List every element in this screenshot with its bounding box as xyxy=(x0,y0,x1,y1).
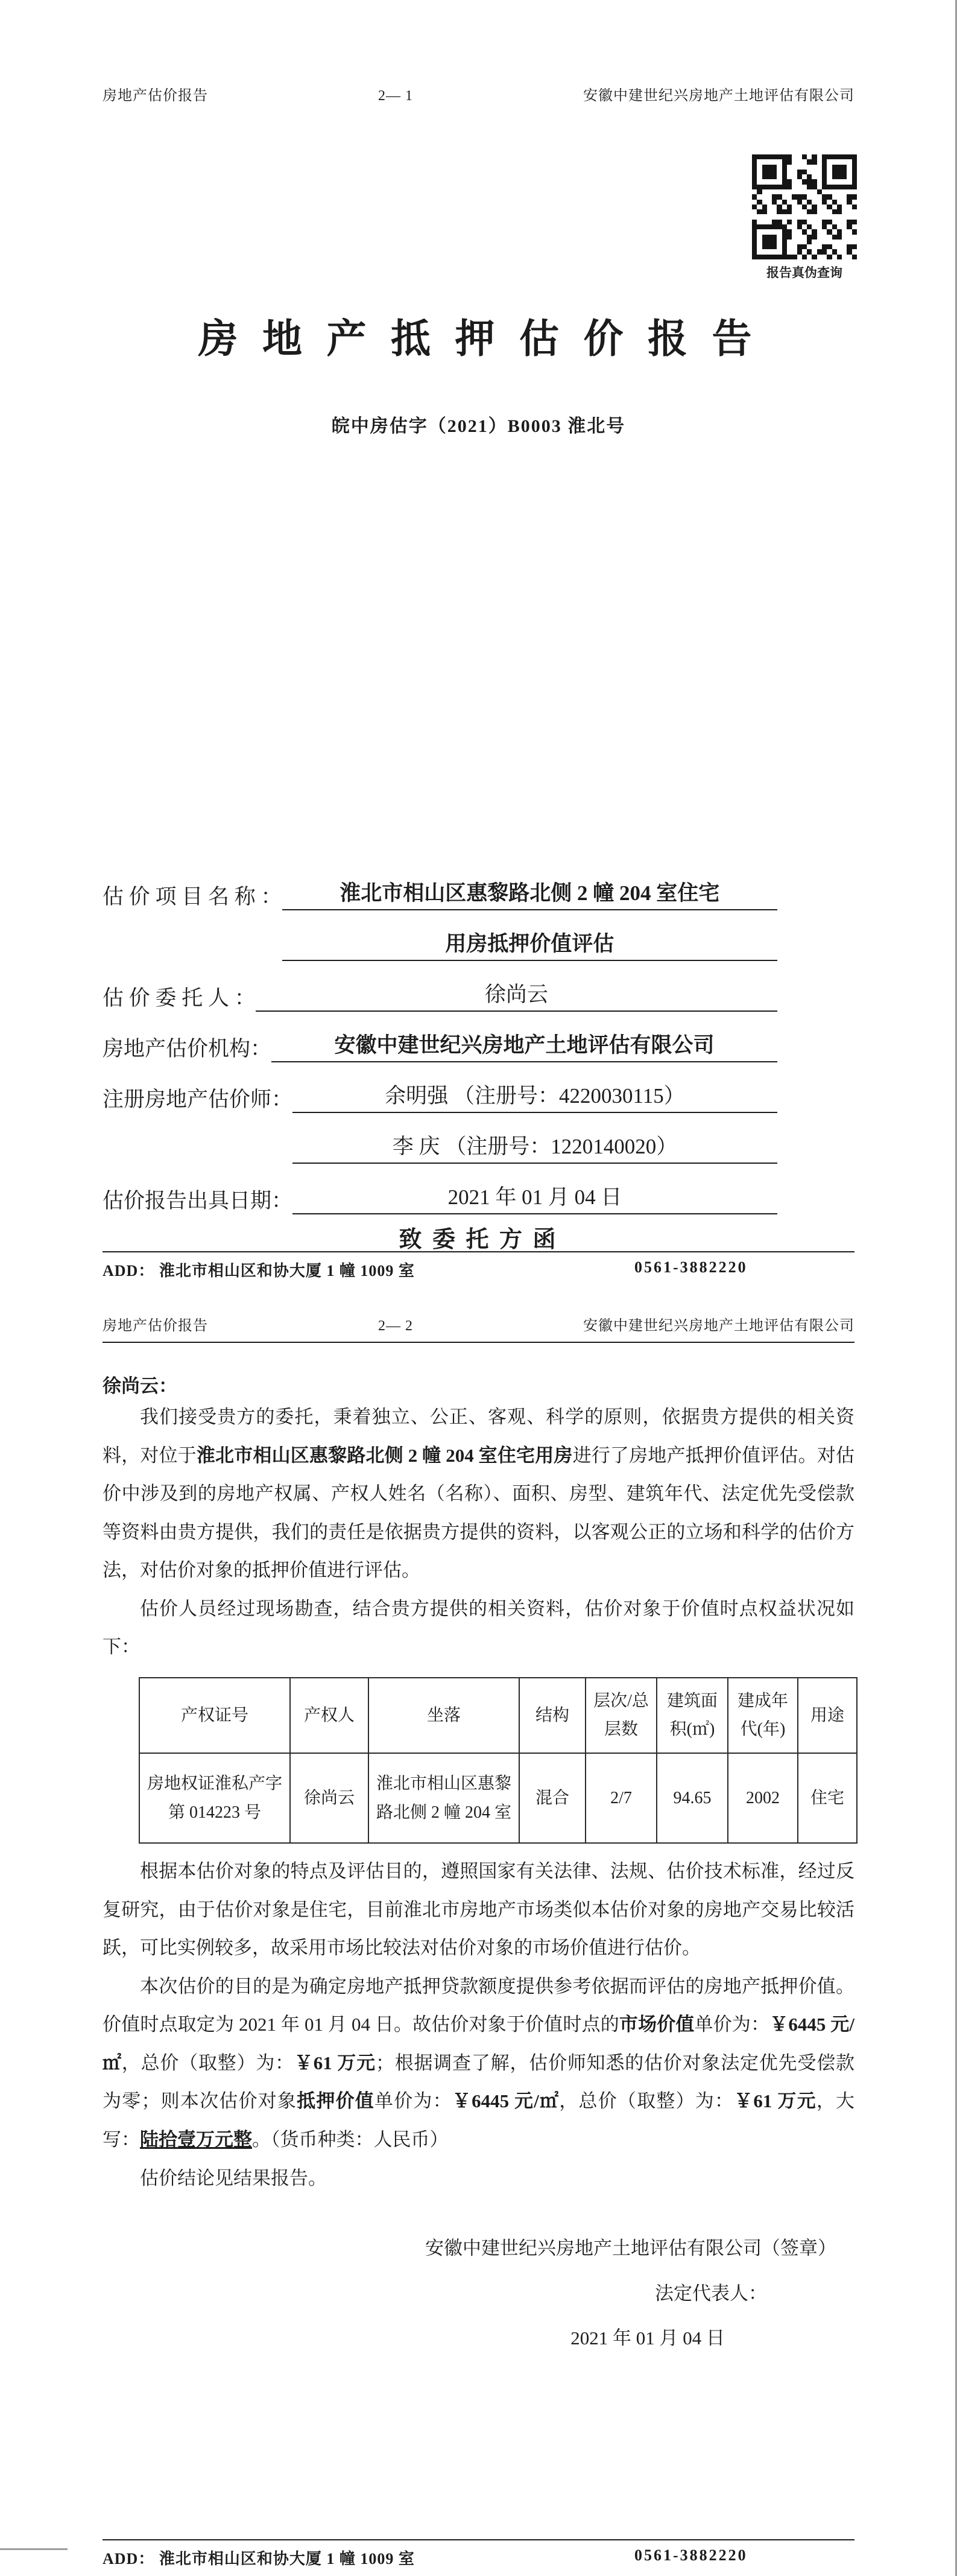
report-title: 房 地 产 抵 押 估 价 报 告 xyxy=(198,317,759,361)
form-row-appraiser-1 xyxy=(103,1062,777,1113)
project-name-value-line2: 用房抵押价值评估 xyxy=(282,927,777,961)
appraiser-1-value: 余明强 （注册号：4220030115） xyxy=(292,1079,777,1113)
appraiser-label: 注册房地产估价师： xyxy=(103,1088,293,1111)
table-cell: 淮北市相山区惠黎路北侧 2 幢 204 室 xyxy=(368,1753,519,1843)
table-header-cell: 建筑面积(㎡) xyxy=(657,1678,728,1753)
text-segment: 进行了房地产抵押价值评估。对估价中涉及到的房地产权属、产权人姓名（名称）、面积、房型、建筑年代、法定优先受偿款等资料由贵方提供，我们的责任是依据贵方提供的资料，以客观公正的立场和科学的估价方法，对估价对象的抵押价值进行评估。 xyxy=(103,1444,855,1581)
letter-to-client-heading: 致 委 托 方 函 xyxy=(399,1227,558,1252)
table-cell: 2002 xyxy=(728,1753,798,1843)
page-footer xyxy=(103,1251,854,1281)
text-segment: ，总价（取整）为： xyxy=(559,2090,734,2112)
text-segment: ￥6445 元/㎡ xyxy=(452,2090,560,2112)
header-doc-type: 房地产估价报告 xyxy=(103,88,208,104)
text-segment: ，大写： xyxy=(103,2090,855,2151)
form-row-project-name xyxy=(103,860,777,910)
form-row-client xyxy=(103,961,777,1012)
appraiser-2-value: 李 庆 （注册号：1220140020） xyxy=(292,1130,777,1164)
table-header-cell: 建成年代(年) xyxy=(728,1678,798,1753)
salutation: 徐尚云： xyxy=(103,1375,177,1397)
footer-phone: 0561-3882220 xyxy=(634,2546,748,2564)
letter-page xyxy=(0,1288,957,2576)
text-segment: 单价为： xyxy=(694,2014,770,2035)
form-row-agency xyxy=(103,1012,777,1062)
form-row-issue-date xyxy=(103,1164,777,1214)
table-header-cell: 层次/总层数 xyxy=(586,1678,657,1753)
agency-value: 安徽中建世纪兴房地产土地评估有限公司 xyxy=(271,1029,777,1062)
form-row-project-name-cont xyxy=(103,910,777,961)
table-cell: 94.65 xyxy=(657,1753,728,1843)
text-segment: 我们接受贵方的委托，秉着独立、公正、客观、科学的原则，依据贵方提供的相关资料，对位于 xyxy=(103,1406,854,1466)
qr-block xyxy=(752,154,857,281)
table-cell: 2/7 xyxy=(586,1753,657,1843)
project-name-label: 估 价 项 目 名 称 ： xyxy=(103,885,282,909)
ownership-status-table xyxy=(139,1677,858,1844)
text-segment: 单价为： xyxy=(374,2090,452,2112)
qr-code-icon xyxy=(752,154,857,259)
table-header-cell: 结构 xyxy=(519,1678,586,1753)
paragraph-conclusion-ref: 估价结论见结果报告。 xyxy=(140,2167,327,2189)
header-doc-type: 房地产估价报告 xyxy=(103,1318,208,1334)
paragraph-commission xyxy=(103,1398,854,1590)
page-header xyxy=(103,0,854,104)
signature-block xyxy=(103,2226,854,2361)
table-cell: 房地权证淮私产字第 014223 号 xyxy=(139,1753,290,1843)
issue-date-label: 估价报告出具日期： xyxy=(103,1189,293,1213)
client-value: 徐尚云 xyxy=(256,978,777,1012)
page-footer xyxy=(103,2539,854,2569)
table-header-cell: 坐落 xyxy=(368,1678,519,1753)
project-name-value-line1: 淮北市相山区惠黎路北侧 2 幢 204 室住宅 xyxy=(282,877,777,910)
table-cell: 混合 xyxy=(519,1753,586,1843)
text-segment: 淮北市相山区惠黎路北侧 2 幢 204 室住宅用房 xyxy=(196,1444,573,1466)
text-segment: 陆拾壹万元整 xyxy=(140,2129,252,2151)
footer-phone: 0561-3882220 xyxy=(634,1258,748,1276)
cover-form xyxy=(103,860,854,1214)
ownership-table-header-row xyxy=(139,1678,857,1753)
scan-artifact-bottom-left xyxy=(0,2548,68,2550)
text-segment: ；根据调查了解，估价师知悉的估价对象法定优先受偿款为零；则本次估价对象 xyxy=(103,2052,855,2112)
text-segment: 本次估价的目的是为确定房地产抵押贷款额度提供参考依据而评估的房地产抵押价值。价值时点取定为 2021 年 01 月 04 日。故估价对象于价值时点的 xyxy=(103,1975,854,2035)
ownership-table-body xyxy=(139,1753,857,1843)
table-header-cell: 用途 xyxy=(798,1678,857,1753)
header-page-number: 2— 2 xyxy=(378,1318,413,1334)
table-header-cell: 产权证号 xyxy=(139,1678,290,1753)
report-doc-number: 皖中房估字（2021）B0003 淮北号 xyxy=(331,416,626,436)
page-header xyxy=(103,1288,854,1343)
qr-caption: 报告真伪查询 xyxy=(766,265,842,280)
paragraph-valuation-result xyxy=(103,1967,854,2159)
closing-legal-representative: 法定代表人： xyxy=(655,2282,767,2304)
paragraph-site-survey: 估价人员经过现场勘查，结合贵方提供的相关资料，估价对象于价值时点权益状况如下： xyxy=(103,1597,854,1658)
footer-address: ADD： 淮北市相山区和协大厦 1 幢 1009 室 xyxy=(103,1262,415,1280)
client-label: 估 价 委 托 人 ： xyxy=(103,986,256,1010)
header-company-name: 安徽中建世纪兴房地产土地评估有限公司 xyxy=(583,88,854,104)
text-segment: ￥61 万元 xyxy=(734,2090,816,2112)
header-page-number: 2— 1 xyxy=(378,88,413,104)
text-segment: ￥6445 元/㎡ xyxy=(103,2014,855,2073)
table-row xyxy=(139,1753,857,1843)
form-row-appraiser-2 xyxy=(103,1113,777,1164)
table-cell: 徐尚云 xyxy=(290,1753,368,1843)
text-segment: 。（货币种类：人民币） xyxy=(252,2129,449,2151)
text-segment: ￥61 万元 xyxy=(294,2052,376,2073)
closing-date: 2021 年 01 月 04 日 xyxy=(570,2327,725,2349)
table-cell: 住宅 xyxy=(798,1753,857,1843)
footer-address: ADD： 淮北市相山区和协大厦 1 幢 1009 室 xyxy=(103,2550,415,2568)
text-segment: 抵押价值 xyxy=(297,2090,374,2112)
text-segment: ，总价（取整）为： xyxy=(121,2052,294,2073)
agency-label: 房地产估价机构： xyxy=(103,1037,272,1061)
closing-company-seal: 安徽中建世纪兴房地产土地评估有限公司（签章） xyxy=(425,2238,836,2259)
paragraph-method: 根据本估价对象的特点及评估目的，遵照国家有关法律、法规、估价技术标准，经过反复研究，由于估价对象是住宅，目前淮北市房地产市场类似本估价对象的房地产交易比较活跃，可比实例较多，故采用市场比较法对估价对象的市场价值进行估价。 xyxy=(103,1861,854,1959)
table-header-cell: 产权人 xyxy=(290,1678,368,1753)
issue-date-value: 2021 年 01 月 04 日 xyxy=(292,1181,777,1214)
text-segment: 市场价值 xyxy=(619,2014,695,2035)
header-company-name: 安徽中建世纪兴房地产土地评估有限公司 xyxy=(583,1318,854,1334)
